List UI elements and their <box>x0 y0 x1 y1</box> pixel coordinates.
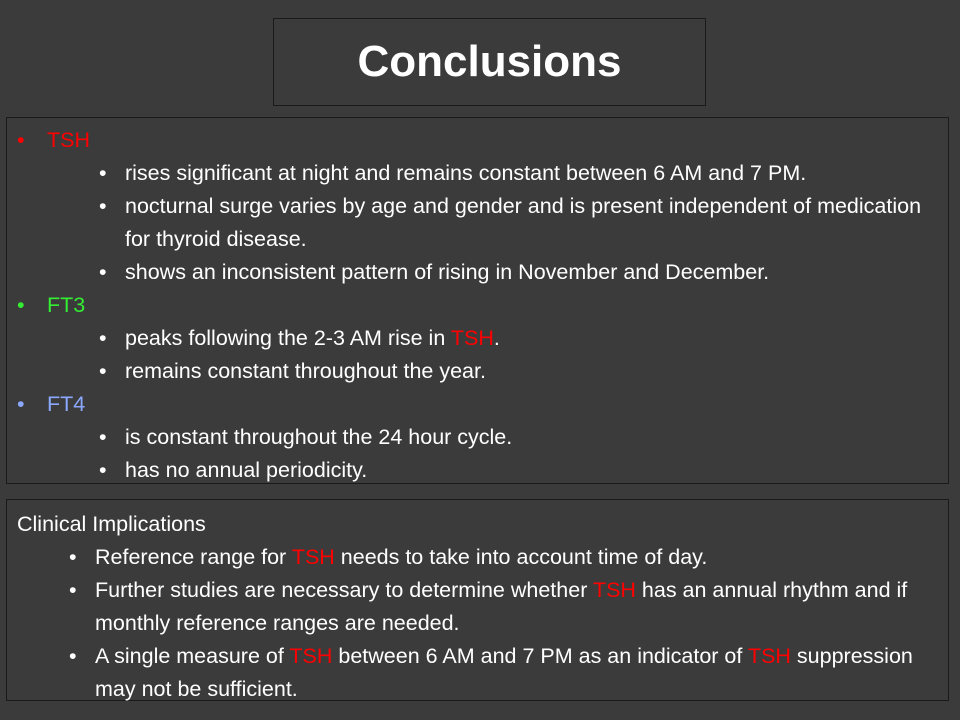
tsh-highlight: TSH <box>291 545 335 569</box>
list-item <box>17 574 948 640</box>
bullet-icon: • <box>99 458 107 482</box>
list-item <box>47 454 948 487</box>
section-ft4 <box>17 388 948 487</box>
list-item <box>47 190 948 256</box>
list-item <box>47 157 948 190</box>
list-item <box>47 355 948 388</box>
point-text: shows an inconsistent pattern of rising in November and December. <box>125 260 770 284</box>
section-heading-ft3: FT3 <box>47 293 86 317</box>
bullet-icon: • <box>17 128 25 152</box>
point-text: between 6 AM and 7 PM as an indicator of <box>332 644 748 668</box>
ft3-points <box>47 322 948 388</box>
bullet-icon: • <box>99 194 107 218</box>
title-box <box>273 18 706 106</box>
bullet-icon: • <box>69 578 77 602</box>
conclusions-list <box>17 124 948 487</box>
point-text: . <box>493 326 500 350</box>
clinical-implications-panel <box>6 499 949 701</box>
point-text: is constant throughout the 24 hour cycle. <box>125 425 513 449</box>
tsh-highlight: TSH <box>592 578 636 602</box>
bullet-icon: • <box>99 359 107 383</box>
section-ft3 <box>17 289 948 388</box>
bullet-icon: • <box>99 425 107 449</box>
point-text: A single measure of <box>95 644 290 668</box>
point-text: rises significant at night and remains constant between 6 AM and 7 PM. <box>125 161 807 185</box>
bullet-icon: • <box>69 644 77 668</box>
list-item <box>17 541 948 574</box>
point-text: nocturnal surge varies by age and gender and is present independent of medication for thyroid disease. <box>125 194 922 251</box>
point-text: suppression may not be sufficient. <box>95 644 913 701</box>
section-heading-ft4: FT4 <box>47 392 86 416</box>
tsh-highlight: TSH <box>289 644 333 668</box>
tsh-highlight: TSH <box>450 326 494 350</box>
list-item <box>47 421 948 454</box>
list-item <box>47 322 948 355</box>
bullet-icon: • <box>17 293 25 317</box>
page-title: Conclusions <box>357 37 622 86</box>
ft4-points <box>47 421 948 487</box>
point-text: Reference range for <box>95 545 292 569</box>
bullet-icon: • <box>69 545 77 569</box>
bullet-icon: • <box>99 260 107 284</box>
point-text: Further studies are necessary to determine whether <box>95 578 593 602</box>
section-heading-tsh: TSH <box>47 128 90 152</box>
point-text: remains constant throughout the year. <box>125 359 486 383</box>
bullet-icon: • <box>99 326 107 350</box>
conclusions-panel <box>6 117 949 484</box>
tsh-highlight: TSH <box>747 644 791 668</box>
point-text: has no annual periodicity. <box>125 458 368 482</box>
tsh-points <box>47 157 948 289</box>
bullet-icon: • <box>99 161 107 185</box>
point-text: needs to take into account time of day. <box>334 545 708 569</box>
bullet-icon: • <box>17 392 25 416</box>
point-text: has an annual rhythm and if monthly reference ranges are needed. <box>95 578 908 635</box>
clinical-points <box>17 541 948 706</box>
list-item <box>47 256 948 289</box>
point-text: peaks following the 2-3 AM rise in <box>125 326 451 350</box>
clinical-heading: Clinical Implications <box>17 512 206 536</box>
section-tsh <box>17 124 948 289</box>
list-item <box>17 640 948 706</box>
